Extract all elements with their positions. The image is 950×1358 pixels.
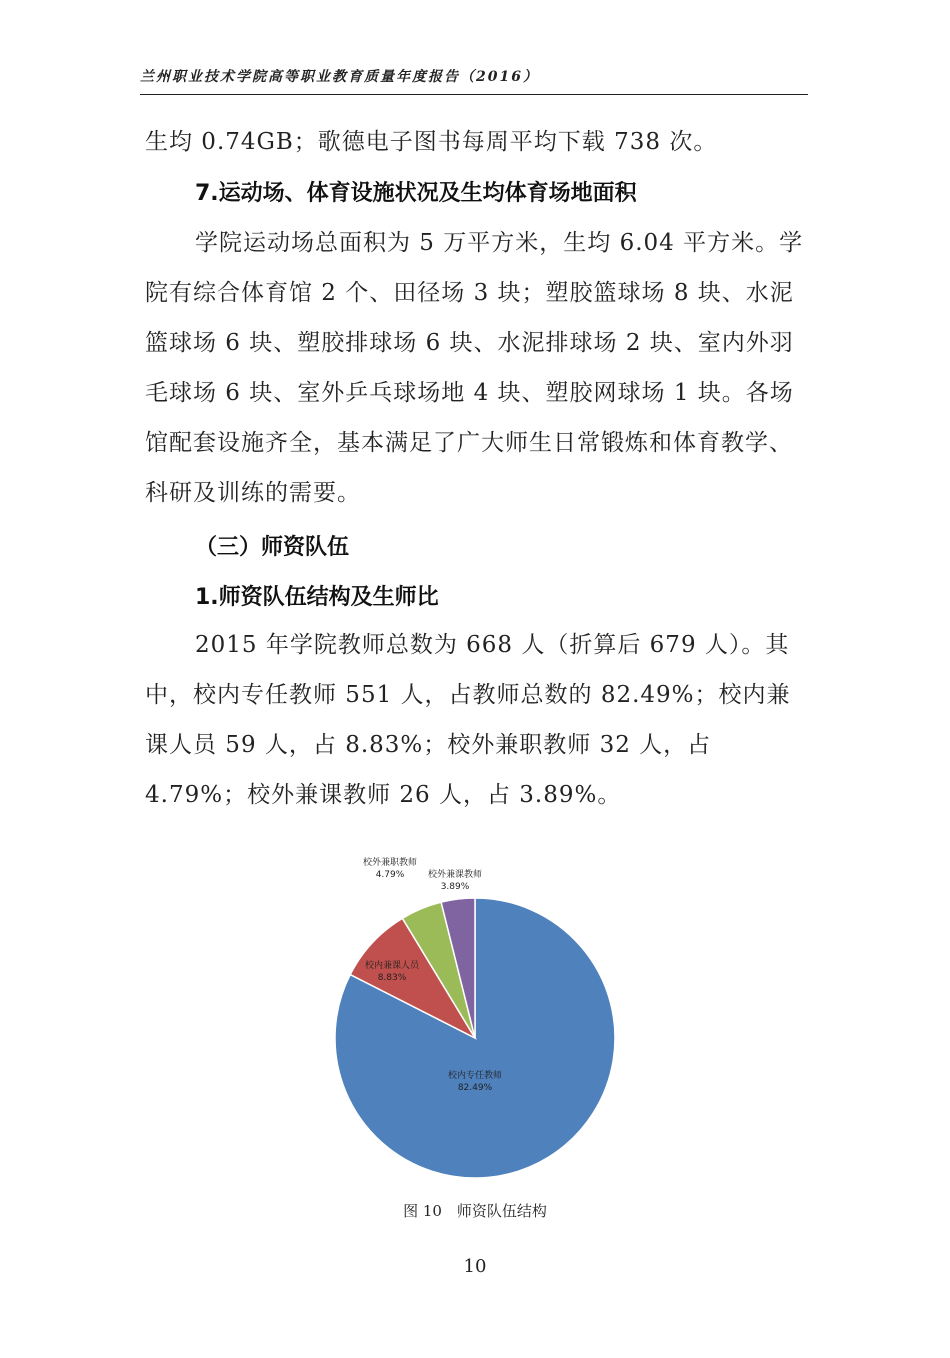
- slice-name-label: 校外兼职教师: [362, 858, 418, 868]
- slice-percent-label: 3.89%: [440, 882, 470, 892]
- slice-percent-label: 8.83%: [377, 973, 407, 983]
- heading-sports: 7.运动场、体育设施状况及生均体育场地面积: [195, 181, 637, 206]
- paragraph-library: 生均 0.74GB；歌德电子图书每周平均下载 738 次。: [145, 129, 718, 155]
- report-header: 兰州职业技术学院高等职业教育质量年度报告（2016）: [140, 69, 539, 85]
- figure-caption: 图 10 师资队伍结构: [403, 1202, 547, 1220]
- slice-percent-label: 4.79%: [375, 870, 405, 880]
- paragraph-sports: 学院运动场总面积为 5 万平方米，生均 6.04 平方米。学院有综合体育馆 2 个、田径场 3 块；塑胶篮球场 8 块、水泥篮球场 6 块、塑胶排球场 6 块、水泥排球场 2 块、室内外羽毛球场 6 块、室外乒乓球场地 4 块、塑胶网球场 1 块。各场馆配套设施齐全，基本满足了广大师生日常锻炼和体育教学、科研及训练的需要。: [145, 230, 804, 506]
- slice-percent-label: 82.49%: [457, 1083, 493, 1093]
- heading-teachers: 1.师资队伍结构及生师比: [195, 585, 439, 610]
- slice-name-label: 校内专任教师: [447, 1071, 503, 1081]
- paragraph-teachers: 2015 年学院教师总数为 668 人（折算后 679 人）。其中，校内专任教师 551 人，占教师总数的 82.49%；校内兼课人员 59 人，占 8.83%；校外兼职教师 32 人，占 4.79%；校外兼课教师 26 人，占 3.89%。: [145, 632, 791, 808]
- header-rule: [140, 94, 808, 95]
- slice-name-label: 校外兼课教师: [427, 870, 483, 880]
- pie-svg: [300, 855, 650, 1185]
- slice-name-label: 校内兼课人员: [364, 961, 420, 971]
- heading-section-3: （三）师资队伍: [195, 535, 350, 560]
- page-number: 10: [463, 1256, 487, 1277]
- teacher-structure-pie-chart: [300, 855, 650, 1185]
